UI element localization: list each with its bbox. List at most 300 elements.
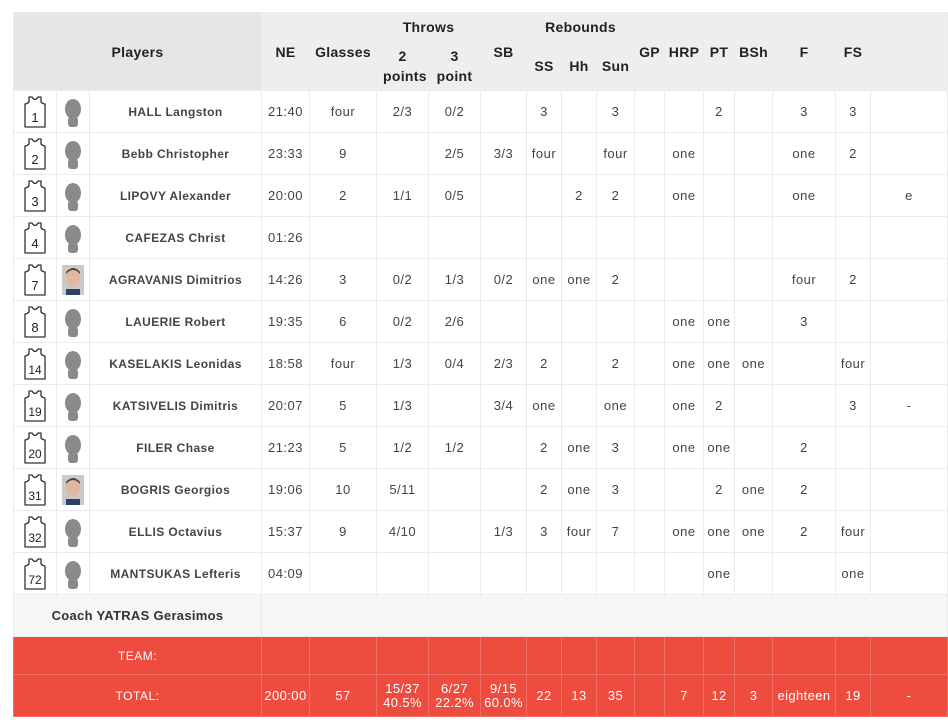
stat-hrp — [665, 553, 704, 595]
stat-sb: 3/4 — [481, 385, 527, 427]
player-name-link[interactable]: BOGRIS Georgios — [90, 469, 262, 511]
avatar — [57, 91, 90, 133]
sun-header[interactable]: Sun — [597, 41, 635, 91]
stat-three-point: 0/5 — [429, 175, 481, 217]
stat-bsh: one — [735, 469, 773, 511]
stat-hrp: one — [665, 427, 704, 469]
stat-ne: 20:00 — [262, 175, 310, 217]
stat-ne: 19:35 — [262, 301, 310, 343]
player-silhouette-icon — [62, 559, 84, 589]
f-header[interactable]: F — [773, 13, 836, 91]
jersey-number: 3 — [31, 193, 39, 209]
stat-fs: four — [836, 343, 871, 385]
stat-glasses: 3 — [310, 259, 377, 301]
stat-gp — [635, 343, 665, 385]
stat-bsh — [735, 553, 773, 595]
stat-pt: 2 — [704, 469, 735, 511]
stat-pt: one — [704, 427, 735, 469]
stat-pt — [704, 259, 735, 301]
player-name-link[interactable]: ELLIS Octavius — [90, 511, 262, 553]
stat-hh: 2 — [562, 175, 597, 217]
rebounds-group-header: Rebounds — [527, 13, 635, 41]
jersey-cell — [14, 217, 57, 259]
team-row — [14, 637, 948, 675]
player-name-link[interactable]: FILER Chase — [90, 427, 262, 469]
jersey-cell — [14, 427, 57, 469]
team-cell — [635, 637, 665, 675]
stat-glasses — [310, 553, 377, 595]
bsh-header[interactable]: BSh — [735, 13, 773, 91]
stat-three-point — [429, 217, 481, 259]
total-fs: 19 — [836, 675, 871, 717]
table-row[interactable] — [14, 301, 948, 343]
table-row[interactable] — [14, 133, 948, 175]
stat-ne: 21:40 — [262, 91, 310, 133]
player-name-link[interactable]: Bebb Christopher — [90, 133, 262, 175]
team-cell — [429, 637, 481, 675]
stat-bsh — [735, 385, 773, 427]
stat-sun: 7 — [597, 511, 635, 553]
stat-ne: 21:23 — [262, 427, 310, 469]
jersey-icon — [23, 96, 47, 128]
stat-glasses: 6 — [310, 301, 377, 343]
jersey-number: 7 — [31, 277, 39, 293]
stat-hh — [562, 217, 597, 259]
total-pt: 12 — [704, 675, 735, 717]
stat-two-points: 1/3 — [377, 385, 429, 427]
stat-extra — [871, 469, 948, 511]
stat-ne: 14:26 — [262, 259, 310, 301]
stat-hh — [562, 385, 597, 427]
player-silhouette-icon — [62, 433, 84, 463]
stat-ss — [527, 301, 562, 343]
player-name-link[interactable]: CAFEZAS Christ — [90, 217, 262, 259]
stat-fs — [836, 427, 871, 469]
jersey-cell — [14, 91, 57, 133]
stat-two-points: 1/3 — [377, 343, 429, 385]
avatar — [57, 175, 90, 217]
gp-header[interactable]: GP — [635, 13, 665, 91]
stat-bsh — [735, 133, 773, 175]
stat-ss: 2 — [527, 427, 562, 469]
table-row[interactable] — [14, 385, 948, 427]
stat-glasses: 9 — [310, 511, 377, 553]
total-three-point: 6/27 22.2% — [429, 675, 481, 717]
coach-row — [14, 595, 948, 637]
stat-two-points: 0/2 — [377, 301, 429, 343]
stat-ss — [527, 217, 562, 259]
total-two-points: 15/37 40.5% — [377, 675, 429, 717]
stat-gp — [635, 385, 665, 427]
total-bsh: 3 — [735, 675, 773, 717]
stat-three-point: 0/2 — [429, 91, 481, 133]
stat-ne: 01:26 — [262, 217, 310, 259]
player-silhouette-icon — [62, 391, 84, 421]
jersey-cell — [14, 553, 57, 595]
stat-three-point — [429, 553, 481, 595]
stat-sb — [481, 301, 527, 343]
glasses-header[interactable]: Glasses — [310, 13, 377, 91]
stat-glasses — [310, 217, 377, 259]
player-silhouette-icon — [62, 181, 84, 211]
jersey-cell — [14, 133, 57, 175]
stat-ne: 15:37 — [262, 511, 310, 553]
player-name-link[interactable]: LAUERIE Robert — [90, 301, 262, 343]
stat-sun: 3 — [597, 427, 635, 469]
avatar — [57, 301, 90, 343]
jersey-icon — [23, 516, 47, 548]
stat-glasses: 9 — [310, 133, 377, 175]
hh-header[interactable]: Hh — [562, 41, 597, 91]
stat-sb — [481, 175, 527, 217]
total-extra: - — [871, 675, 948, 717]
stat-pt: 2 — [704, 91, 735, 133]
jersey-icon — [23, 264, 47, 296]
table-row[interactable] — [14, 91, 948, 133]
stat-sb — [481, 469, 527, 511]
stat-glasses: 2 — [310, 175, 377, 217]
stat-fs: four — [836, 511, 871, 553]
fs-header[interactable]: FS — [836, 13, 871, 91]
stat-hrp: one — [665, 385, 704, 427]
stat-ne: 19:06 — [262, 469, 310, 511]
stat-bsh: one — [735, 511, 773, 553]
stat-extra — [871, 301, 948, 343]
total-label: TOTAL: — [14, 675, 262, 717]
stat-glasses: 5 — [310, 385, 377, 427]
stat-gp — [635, 133, 665, 175]
stat-ss: 3 — [527, 511, 562, 553]
stat-pt: one — [704, 553, 735, 595]
stat-sb — [481, 553, 527, 595]
avatar — [57, 217, 90, 259]
stat-sb — [481, 427, 527, 469]
stat-fs — [836, 301, 871, 343]
stat-gp — [635, 217, 665, 259]
stat-fs: one — [836, 553, 871, 595]
jersey-cell — [14, 301, 57, 343]
jersey-icon — [23, 180, 47, 212]
stat-three-point — [429, 385, 481, 427]
stat-hrp: one — [665, 175, 704, 217]
stat-sun — [597, 217, 635, 259]
jersey-icon — [23, 558, 47, 590]
throws-group-header: Throws — [377, 13, 481, 41]
table-row[interactable] — [14, 259, 948, 301]
stat-pt — [704, 175, 735, 217]
jersey-icon — [23, 474, 47, 506]
stat-ss: 2 — [527, 469, 562, 511]
player-silhouette-icon — [62, 307, 84, 337]
stat-two-points: 4/10 — [377, 511, 429, 553]
boxscore-container — [13, 12, 913, 712]
team-label: TEAM: — [14, 637, 262, 675]
stat-fs — [836, 469, 871, 511]
total-f: eighteen — [773, 675, 836, 717]
stat-hh: one — [562, 259, 597, 301]
table-row[interactable] — [14, 553, 948, 595]
avatar — [57, 133, 90, 175]
stat-three-point: 1/2 — [429, 427, 481, 469]
player-photo — [62, 265, 84, 295]
two-points-header[interactable]: 2 points — [377, 41, 429, 91]
table-row[interactable] — [14, 469, 948, 511]
stat-ss: 3 — [527, 91, 562, 133]
footer-rows — [14, 595, 948, 717]
player-photo — [62, 475, 84, 505]
jersey-number: 1 — [31, 109, 39, 125]
team-cell — [377, 637, 429, 675]
jersey-icon — [23, 390, 47, 422]
jersey-icon — [23, 348, 47, 380]
total-glasses: 57 — [310, 675, 377, 717]
table-row[interactable] — [14, 175, 948, 217]
pt-header[interactable]: PT — [704, 13, 735, 91]
stat-ss: 2 — [527, 343, 562, 385]
avatar — [57, 343, 90, 385]
stat-three-point: 0/4 — [429, 343, 481, 385]
total-ne: 200:00 — [262, 675, 310, 717]
stat-bsh — [735, 91, 773, 133]
stat-extra: - — [871, 385, 948, 427]
stat-extra — [871, 259, 948, 301]
player-name-link[interactable]: HALL Langston — [90, 91, 262, 133]
stat-gp — [635, 91, 665, 133]
stat-f: four — [773, 259, 836, 301]
stat-pt: 2 — [704, 385, 735, 427]
stat-sb: 0/2 — [481, 259, 527, 301]
stat-bsh — [735, 217, 773, 259]
stat-two-points: 2/3 — [377, 91, 429, 133]
stat-hrp — [665, 217, 704, 259]
jersey-icon — [23, 138, 47, 170]
stat-pt — [704, 217, 735, 259]
jersey-number: 19 — [28, 404, 42, 419]
avatar — [57, 385, 90, 427]
jersey-cell — [14, 259, 57, 301]
jersey-icon — [23, 222, 47, 254]
stat-sun — [597, 301, 635, 343]
stat-hh — [562, 301, 597, 343]
stat-pt: one — [704, 511, 735, 553]
stat-three-point: 1/3 — [429, 259, 481, 301]
player-name-link[interactable]: AGRAVANIS Dimitrios — [90, 259, 262, 301]
stat-sb: 1/3 — [481, 511, 527, 553]
player-name-link[interactable]: KASELAKIS Leonidas — [90, 343, 262, 385]
table-row[interactable] — [14, 217, 948, 259]
player-name-link[interactable]: KATSIVELIS Dimitris — [90, 385, 262, 427]
avatar — [57, 553, 90, 595]
player-silhouette-icon — [62, 97, 84, 127]
stat-fs — [836, 175, 871, 217]
stat-fs: 3 — [836, 385, 871, 427]
jersey-cell — [14, 175, 57, 217]
team-cell — [773, 637, 836, 675]
total-hrp: 7 — [665, 675, 704, 717]
stat-sb: 3/3 — [481, 133, 527, 175]
stat-three-point — [429, 469, 481, 511]
stat-sun: four — [597, 133, 635, 175]
stat-gp — [635, 469, 665, 511]
jersey-number: 2 — [31, 151, 39, 167]
table-row[interactable] — [14, 511, 948, 553]
stat-extra: e — [871, 175, 948, 217]
coach-empty — [262, 595, 948, 637]
stat-ss — [527, 175, 562, 217]
stat-bsh — [735, 301, 773, 343]
table-row[interactable] — [14, 343, 948, 385]
jersey-icon — [23, 432, 47, 464]
team-cell — [836, 637, 871, 675]
stat-sb — [481, 91, 527, 133]
stat-hh: four — [562, 511, 597, 553]
stat-fs: 2 — [836, 259, 871, 301]
avatar — [57, 469, 90, 511]
player-silhouette-icon — [62, 349, 84, 379]
player-silhouette-icon — [62, 223, 84, 253]
stat-extra — [871, 91, 948, 133]
stat-sun: 2 — [597, 259, 635, 301]
stat-ss: four — [527, 133, 562, 175]
jersey-number: 72 — [28, 572, 42, 587]
total-sun: 35 — [597, 675, 635, 717]
stat-sb — [481, 217, 527, 259]
stat-hrp: one — [665, 133, 704, 175]
stat-two-points: 0/2 — [377, 259, 429, 301]
jersey-cell — [14, 469, 57, 511]
player-silhouette-icon — [62, 139, 84, 169]
stat-ss — [527, 553, 562, 595]
stat-bsh — [735, 427, 773, 469]
stat-two-points: 1/2 — [377, 427, 429, 469]
stat-ne: 18:58 — [262, 343, 310, 385]
stat-glasses: 10 — [310, 469, 377, 511]
avatar — [57, 511, 90, 553]
stat-extra — [871, 553, 948, 595]
stat-two-points: 1/1 — [377, 175, 429, 217]
stat-two-points — [377, 133, 429, 175]
jersey-number: 32 — [28, 530, 42, 545]
stat-hrp: one — [665, 511, 704, 553]
stat-fs: 3 — [836, 91, 871, 133]
stat-f: 2 — [773, 427, 836, 469]
total-gp — [635, 675, 665, 717]
stat-f: one — [773, 133, 836, 175]
stat-sun: 2 — [597, 343, 635, 385]
ss-header[interactable]: SS — [527, 41, 562, 91]
stat-hrp — [665, 91, 704, 133]
stat-sb: 2/3 — [481, 343, 527, 385]
stat-f: 3 — [773, 91, 836, 133]
avatar — [57, 427, 90, 469]
boxscore-table — [13, 12, 948, 717]
stat-ne: 20:07 — [262, 385, 310, 427]
stat-ne: 04:09 — [262, 553, 310, 595]
stat-ss: one — [527, 385, 562, 427]
coach-name[interactable]: Coach YATRAS Gerasimos — [14, 595, 262, 637]
stat-glasses: four — [310, 91, 377, 133]
stat-sun: one — [597, 385, 635, 427]
stat-sun — [597, 553, 635, 595]
stat-extra — [871, 511, 948, 553]
jersey-number: 14 — [28, 362, 42, 377]
player-name-link[interactable]: MANTSUKAS Lefteris — [90, 553, 262, 595]
stat-extra — [871, 343, 948, 385]
team-cell — [562, 637, 597, 675]
stat-gp — [635, 553, 665, 595]
team-cell — [735, 637, 773, 675]
stat-pt: one — [704, 343, 735, 385]
team-cell — [481, 637, 527, 675]
stat-gp — [635, 511, 665, 553]
stat-extra — [871, 133, 948, 175]
jersey-number: 31 — [28, 488, 42, 503]
stat-sun: 2 — [597, 175, 635, 217]
players-header[interactable]: Players — [14, 13, 262, 91]
stat-fs: 2 — [836, 133, 871, 175]
total-row — [14, 675, 948, 717]
player-rows — [14, 91, 948, 595]
stat-f: one — [773, 175, 836, 217]
total-sb: 9/15 60.0% — [481, 675, 527, 717]
stat-bsh — [735, 259, 773, 301]
stat-f: 3 — [773, 301, 836, 343]
stat-gp — [635, 301, 665, 343]
stat-f: 2 — [773, 469, 836, 511]
table-row[interactable] — [14, 427, 948, 469]
stat-sun: 3 — [597, 91, 635, 133]
stat-hh — [562, 553, 597, 595]
stat-gp — [635, 175, 665, 217]
jersey-number: 4 — [31, 235, 39, 251]
stat-pt: one — [704, 301, 735, 343]
stat-three-point: 2/5 — [429, 133, 481, 175]
stat-three-point — [429, 511, 481, 553]
three-point-header[interactable]: 3 point — [429, 41, 481, 91]
stat-gp — [635, 259, 665, 301]
player-silhouette-icon — [62, 517, 84, 547]
stat-hh — [562, 133, 597, 175]
stat-hh — [562, 91, 597, 133]
avatar — [57, 259, 90, 301]
stat-bsh — [735, 175, 773, 217]
extra-header — [871, 13, 948, 91]
stat-three-point: 2/6 — [429, 301, 481, 343]
stat-bsh: one — [735, 343, 773, 385]
jersey-cell — [14, 343, 57, 385]
stat-hh: one — [562, 427, 597, 469]
team-cell — [665, 637, 704, 675]
hrp-header[interactable]: HRP — [665, 13, 704, 91]
total-ss: 22 — [527, 675, 562, 717]
stat-glasses: four — [310, 343, 377, 385]
stat-two-points — [377, 217, 429, 259]
stat-f — [773, 553, 836, 595]
ne-header[interactable]: NE — [262, 13, 310, 91]
total-hh: 13 — [562, 675, 597, 717]
stat-glasses: 5 — [310, 427, 377, 469]
sb-header[interactable]: SB — [481, 13, 527, 91]
stat-fs — [836, 217, 871, 259]
player-name-link[interactable]: LIPOVY Alexander — [90, 175, 262, 217]
team-cell — [871, 637, 948, 675]
stat-two-points: 5/11 — [377, 469, 429, 511]
stat-f — [773, 343, 836, 385]
stat-hrp — [665, 469, 704, 511]
stat-f: 2 — [773, 511, 836, 553]
stat-ss: one — [527, 259, 562, 301]
team-cell — [597, 637, 635, 675]
